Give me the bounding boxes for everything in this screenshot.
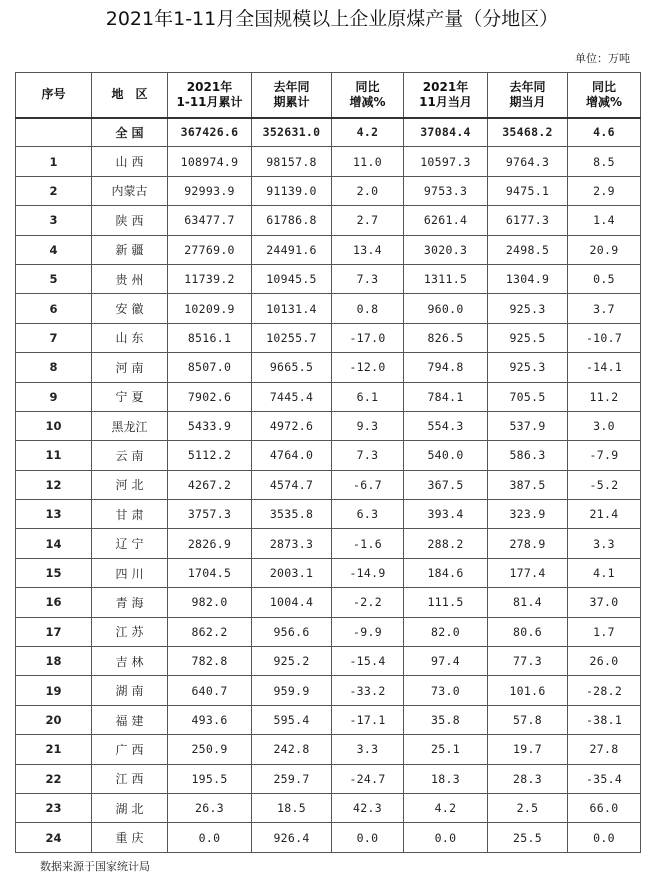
- cell-seq: 14: [16, 529, 92, 558]
- cell-ytd-yoy: 4.2: [332, 118, 404, 147]
- cell-nov-2021: 10597.3: [404, 147, 488, 176]
- cell-ytd-yoy: -12.0: [332, 353, 404, 382]
- cell-region: 辽宁: [92, 529, 168, 558]
- cell-region: 吉林: [92, 647, 168, 676]
- cell-nov-yoy: 26.0: [568, 647, 641, 676]
- cell-seq: 22: [16, 764, 92, 793]
- cell-ytd-2021: 5112.2: [168, 441, 252, 470]
- cell-nov-prev: 925.3: [488, 353, 568, 382]
- cell-ytd-yoy: -1.6: [332, 529, 404, 558]
- cell-seq: 7: [16, 323, 92, 352]
- header-row: [16, 73, 641, 118]
- cell-nov-yoy: 4.1: [568, 558, 641, 587]
- cell-ytd-prev: 4972.6: [252, 411, 332, 440]
- cell-ytd-yoy: -9.9: [332, 617, 404, 646]
- cell-nov-prev: 2498.5: [488, 235, 568, 264]
- cell-ytd-yoy: 9.3: [332, 411, 404, 440]
- cell-ytd-2021: 26.3: [168, 793, 252, 822]
- cell-nov-yoy: 21.4: [568, 500, 641, 529]
- cell-nov-2021: 784.1: [404, 382, 488, 411]
- cell-ytd-yoy: 0.8: [332, 294, 404, 323]
- unit-label: 单位：万吨: [575, 52, 630, 65]
- cell-seq: 16: [16, 588, 92, 617]
- cell-region: 全国: [92, 118, 168, 147]
- cell-region: 陕西: [92, 206, 168, 235]
- cell-seq: 3: [16, 206, 92, 235]
- cell-nov-2021: 393.4: [404, 500, 488, 529]
- cell-ytd-prev: 4574.7: [252, 470, 332, 499]
- cell-region: 云南: [92, 441, 168, 470]
- cell-seq: 15: [16, 558, 92, 587]
- cell-nov-2021: 1311.5: [404, 264, 488, 293]
- cell-nov-2021: 794.8: [404, 353, 488, 382]
- cell-ytd-yoy: 0.0: [332, 823, 404, 852]
- cell-seq: 6: [16, 294, 92, 323]
- cell-ytd-prev: 352631.0: [252, 118, 332, 147]
- cell-nov-2021: 554.3: [404, 411, 488, 440]
- cell-ytd-prev: 10945.5: [252, 264, 332, 293]
- cell-nov-2021: 82.0: [404, 617, 488, 646]
- cell-nov-2021: 111.5: [404, 588, 488, 617]
- cell-ytd-prev: 91139.0: [252, 176, 332, 205]
- cell-region: 甘肃: [92, 500, 168, 529]
- cell-seq: 18: [16, 647, 92, 676]
- cell-seq: 20: [16, 705, 92, 734]
- cell-region: 安徽: [92, 294, 168, 323]
- cell-ytd-prev: 7445.4: [252, 382, 332, 411]
- cell-nov-2021: 288.2: [404, 529, 488, 558]
- header-nov-2021: 2021年 11月当月: [404, 73, 488, 118]
- cell-nov-yoy: 1.7: [568, 617, 641, 646]
- cell-ytd-prev: 595.4: [252, 705, 332, 734]
- cell-ytd-2021: 0.0: [168, 823, 252, 852]
- cell-nov-yoy: 20.9: [568, 235, 641, 264]
- cell-ytd-prev: 9665.5: [252, 353, 332, 382]
- cell-region: 河南: [92, 353, 168, 382]
- cell-ytd-prev: 926.4: [252, 823, 332, 852]
- cell-ytd-2021: 63477.7: [168, 206, 252, 235]
- cell-ytd-prev: 18.5: [252, 793, 332, 822]
- cell-nov-prev: 57.8: [488, 705, 568, 734]
- cell-ytd-prev: 10131.4: [252, 294, 332, 323]
- cell-ytd-yoy: -15.4: [332, 647, 404, 676]
- cell-nov-2021: 37084.4: [404, 118, 488, 147]
- cell-seq: 21: [16, 735, 92, 764]
- cell-region: 河北: [92, 470, 168, 499]
- header-region: 地 区: [92, 73, 168, 118]
- cell-nov-prev: 387.5: [488, 470, 568, 499]
- cell-region: 湖北: [92, 793, 168, 822]
- cell-nov-prev: 28.3: [488, 764, 568, 793]
- cell-nov-prev: 35468.2: [488, 118, 568, 147]
- cell-ytd-yoy: 3.3: [332, 735, 404, 764]
- cell-nov-2021: 97.4: [404, 647, 488, 676]
- cell-seq: 11: [16, 441, 92, 470]
- cell-ytd-yoy: 42.3: [332, 793, 404, 822]
- cell-seq: 17: [16, 617, 92, 646]
- cell-nov-2021: 73.0: [404, 676, 488, 705]
- cell-ytd-yoy: 6.3: [332, 500, 404, 529]
- cell-nov-yoy: 3.3: [568, 529, 641, 558]
- cell-ytd-prev: 242.8: [252, 735, 332, 764]
- cell-ytd-prev: 925.2: [252, 647, 332, 676]
- cell-nov-yoy: 4.6: [568, 118, 641, 147]
- cell-nov-prev: 19.7: [488, 735, 568, 764]
- header-ytd-prev: 去年同 期累计: [252, 73, 332, 118]
- table-row: [16, 793, 641, 822]
- cell-nov-2021: 35.8: [404, 705, 488, 734]
- cell-seq: 13: [16, 500, 92, 529]
- cell-seq: 1: [16, 147, 92, 176]
- cell-region: 江西: [92, 764, 168, 793]
- table-row: [16, 735, 641, 764]
- cell-ytd-prev: 1004.4: [252, 588, 332, 617]
- page-title: 2021年1-11月全国规模以上企业原煤产量（分地区）: [105, 8, 559, 30]
- cell-nov-prev: 80.6: [488, 617, 568, 646]
- cell-region: 青海: [92, 588, 168, 617]
- cell-ytd-yoy: 11.0: [332, 147, 404, 176]
- cell-nov-yoy: -7.9: [568, 441, 641, 470]
- cell-ytd-2021: 367426.6: [168, 118, 252, 147]
- cell-nov-yoy: 11.2: [568, 382, 641, 411]
- cell-seq: 19: [16, 676, 92, 705]
- cell-nov-yoy: 0.5: [568, 264, 641, 293]
- cell-ytd-2021: 92993.9: [168, 176, 252, 205]
- cell-nov-yoy: 2.9: [568, 176, 641, 205]
- cell-nov-prev: 6177.3: [488, 206, 568, 235]
- header-ytd-yoy: 同比 增减%: [332, 73, 404, 118]
- cell-ytd-prev: 959.9: [252, 676, 332, 705]
- cell-seq: 5: [16, 264, 92, 293]
- cell-ytd-prev: 2873.3: [252, 529, 332, 558]
- table-row: [16, 529, 641, 558]
- cell-nov-2021: 960.0: [404, 294, 488, 323]
- header-seq: 序号: [16, 73, 92, 118]
- cell-ytd-2021: 493.6: [168, 705, 252, 734]
- cell-region: 广西: [92, 735, 168, 764]
- cell-nov-yoy: -28.2: [568, 676, 641, 705]
- cell-ytd-prev: 2003.1: [252, 558, 332, 587]
- cell-ytd-yoy: -14.9: [332, 558, 404, 587]
- cell-ytd-yoy: -33.2: [332, 676, 404, 705]
- cell-nov-yoy: -14.1: [568, 353, 641, 382]
- cell-ytd-prev: 259.7: [252, 764, 332, 793]
- table-row: [16, 764, 641, 793]
- cell-nov-prev: 705.5: [488, 382, 568, 411]
- cell-nov-prev: 101.6: [488, 676, 568, 705]
- cell-ytd-2021: 4267.2: [168, 470, 252, 499]
- cell-ytd-prev: 956.6: [252, 617, 332, 646]
- cell-ytd-2021: 982.0: [168, 588, 252, 617]
- cell-ytd-2021: 195.5: [168, 764, 252, 793]
- cell-ytd-2021: 8507.0: [168, 353, 252, 382]
- cell-seq: 23: [16, 793, 92, 822]
- cell-nov-prev: 25.5: [488, 823, 568, 852]
- cell-nov-prev: 586.3: [488, 441, 568, 470]
- cell-ytd-yoy: 6.1: [332, 382, 404, 411]
- table-row: [16, 294, 641, 323]
- cell-ytd-2021: 782.8: [168, 647, 252, 676]
- cell-nov-prev: 925.5: [488, 323, 568, 352]
- cell-nov-2021: 0.0: [404, 823, 488, 852]
- cell-ytd-prev: 3535.8: [252, 500, 332, 529]
- cell-nov-2021: 9753.3: [404, 176, 488, 205]
- cell-seq: [16, 118, 92, 147]
- cell-region: 贵州: [92, 264, 168, 293]
- cell-nov-prev: 177.4: [488, 558, 568, 587]
- cell-nov-prev: 323.9: [488, 500, 568, 529]
- cell-ytd-yoy: 7.3: [332, 441, 404, 470]
- cell-nov-2021: 367.5: [404, 470, 488, 499]
- cell-seq: 10: [16, 411, 92, 440]
- table-row: [16, 264, 641, 293]
- cell-seq: 2: [16, 176, 92, 205]
- table-row: [16, 588, 641, 617]
- cell-ytd-prev: 61786.8: [252, 206, 332, 235]
- cell-nov-prev: 77.3: [488, 647, 568, 676]
- table-row: [16, 705, 641, 734]
- cell-ytd-2021: 108974.9: [168, 147, 252, 176]
- cell-nov-prev: 925.3: [488, 294, 568, 323]
- cell-ytd-prev: 10255.7: [252, 323, 332, 352]
- cell-nov-2021: 4.2: [404, 793, 488, 822]
- cell-region: 重庆: [92, 823, 168, 852]
- header-ytd-2021: 2021年 1-11月累计: [168, 73, 252, 118]
- cell-ytd-yoy: 2.7: [332, 206, 404, 235]
- cell-ytd-2021: 11739.2: [168, 264, 252, 293]
- table-row: [16, 823, 641, 852]
- cell-ytd-2021: 3757.3: [168, 500, 252, 529]
- cell-nov-prev: 9475.1: [488, 176, 568, 205]
- cell-nov-yoy: 66.0: [568, 793, 641, 822]
- cell-ytd-2021: 10209.9: [168, 294, 252, 323]
- cell-region: 新疆: [92, 235, 168, 264]
- table-row: [16, 470, 641, 499]
- cell-ytd-prev: 24491.6: [252, 235, 332, 264]
- cell-ytd-2021: 8516.1: [168, 323, 252, 352]
- cell-nov-2021: 826.5: [404, 323, 488, 352]
- cell-nov-2021: 540.0: [404, 441, 488, 470]
- cell-ytd-2021: 640.7: [168, 676, 252, 705]
- cell-nov-2021: 25.1: [404, 735, 488, 764]
- cell-nov-yoy: 27.8: [568, 735, 641, 764]
- table-row-total: [16, 118, 641, 147]
- table-row: [16, 176, 641, 205]
- table-body: [16, 118, 641, 853]
- cell-ytd-2021: 1704.5: [168, 558, 252, 587]
- table-row: [16, 500, 641, 529]
- table-row: [16, 206, 641, 235]
- table-row: [16, 617, 641, 646]
- cell-nov-yoy: 3.0: [568, 411, 641, 440]
- cell-region: 福建: [92, 705, 168, 734]
- cell-nov-yoy: 3.7: [568, 294, 641, 323]
- cell-ytd-yoy: -6.7: [332, 470, 404, 499]
- cell-ytd-yoy: 7.3: [332, 264, 404, 293]
- table-row: [16, 235, 641, 264]
- cell-ytd-yoy: 2.0: [332, 176, 404, 205]
- cell-region: 四川: [92, 558, 168, 587]
- cell-nov-2021: 3020.3: [404, 235, 488, 264]
- cell-ytd-yoy: -24.7: [332, 764, 404, 793]
- table-row: [16, 558, 641, 587]
- cell-ytd-prev: 4764.0: [252, 441, 332, 470]
- header-nov-prev: 去年同 期当月: [488, 73, 568, 118]
- cell-region: 山东: [92, 323, 168, 352]
- cell-seq: 9: [16, 382, 92, 411]
- cell-nov-yoy: -10.7: [568, 323, 641, 352]
- cell-ytd-yoy: 13.4: [332, 235, 404, 264]
- cell-ytd-yoy: -17.1: [332, 705, 404, 734]
- cell-region: 内蒙古: [92, 176, 168, 205]
- table-row: [16, 676, 641, 705]
- cell-ytd-2021: 27769.0: [168, 235, 252, 264]
- cell-region: 宁夏: [92, 382, 168, 411]
- cell-region: 江苏: [92, 617, 168, 646]
- cell-seq: 8: [16, 353, 92, 382]
- cell-nov-yoy: 37.0: [568, 588, 641, 617]
- cell-nov-yoy: 0.0: [568, 823, 641, 852]
- cell-ytd-2021: 7902.6: [168, 382, 252, 411]
- table-row: [16, 147, 641, 176]
- cell-ytd-yoy: -2.2: [332, 588, 404, 617]
- source-note: 数据来源于国家统计局: [40, 860, 150, 873]
- cell-nov-2021: 6261.4: [404, 206, 488, 235]
- cell-nov-prev: 1304.9: [488, 264, 568, 293]
- cell-ytd-yoy: -17.0: [332, 323, 404, 352]
- cell-seq: 4: [16, 235, 92, 264]
- cell-nov-2021: 18.3: [404, 764, 488, 793]
- cell-nov-prev: 537.9: [488, 411, 568, 440]
- cell-nov-prev: 278.9: [488, 529, 568, 558]
- header-nov-yoy: 同比 增减%: [568, 73, 641, 118]
- cell-seq: 24: [16, 823, 92, 852]
- table-row: [16, 441, 641, 470]
- cell-region: 湖南: [92, 676, 168, 705]
- cell-region: 山西: [92, 147, 168, 176]
- cell-ytd-2021: 250.9: [168, 735, 252, 764]
- table-row: [16, 411, 641, 440]
- table-row: [16, 323, 641, 352]
- cell-nov-yoy: -35.4: [568, 764, 641, 793]
- cell-nov-yoy: -38.1: [568, 705, 641, 734]
- cell-region: 黑龙江: [92, 411, 168, 440]
- table-row: [16, 382, 641, 411]
- cell-ytd-prev: 98157.8: [252, 147, 332, 176]
- cell-nov-prev: 9764.3: [488, 147, 568, 176]
- cell-nov-yoy: 8.5: [568, 147, 641, 176]
- cell-ytd-2021: 2826.9: [168, 529, 252, 558]
- cell-ytd-2021: 5433.9: [168, 411, 252, 440]
- table-row: [16, 647, 641, 676]
- coal-production-table: [15, 72, 641, 853]
- cell-nov-yoy: 1.4: [568, 206, 641, 235]
- cell-nov-yoy: -5.2: [568, 470, 641, 499]
- table-row: [16, 353, 641, 382]
- cell-nov-prev: 2.5: [488, 793, 568, 822]
- cell-ytd-2021: 862.2: [168, 617, 252, 646]
- cell-seq: 12: [16, 470, 92, 499]
- cell-nov-prev: 81.4: [488, 588, 568, 617]
- cell-nov-2021: 184.6: [404, 558, 488, 587]
